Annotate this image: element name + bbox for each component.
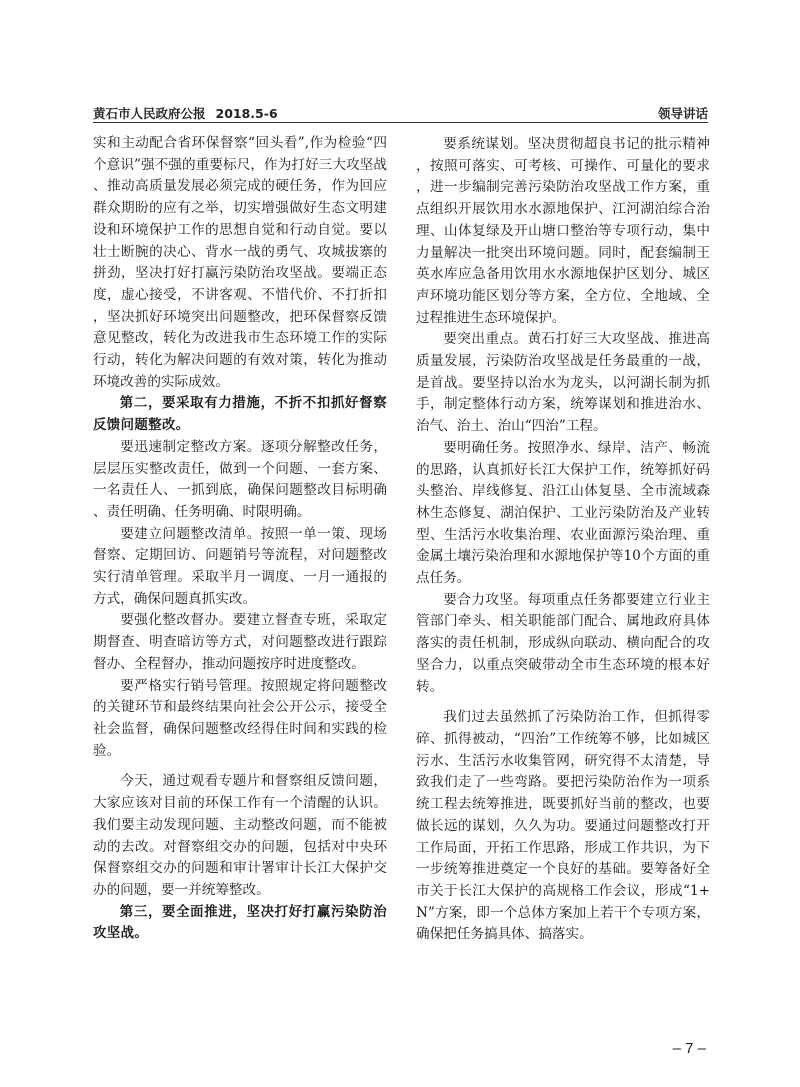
section-heading: 第二，要采取有力措施，不折不扣抓好督察反馈问题整改。 <box>93 396 387 434</box>
section-heading: 第三，要全面推进，坚决打好打赢污染防治攻坚战。 <box>93 904 387 942</box>
section-title: 领导讲话 <box>657 106 708 121</box>
paragraph: 实和主动配合省环保督察“回头看”,作为检验“四个意识”强不强的重要标尺，作为打好三大攻坚战、推动高质量发展必须完成的硬任务，作为回应群众期盼的应有之举，切实增强做好生态文明建设和环境保护工作的思想自觉和行动自觉。要以壮士断腕的决心、背水一战的勇气、攻城拔寨的拼劲，坚决打好打赢污染防治攻坚战。要端正态度，虚心接受，不讲客观、不惜代价、不打折扣，坚决抓好环境突出问题整改，把环保督察反馈意见整改，转化为改进我市生态环境工作的实际行动，转化为解决问题的有效对策，转化为推动环境改善的实际成效。 <box>93 135 387 390</box>
paragraph: 今天，通过观看专题片和督察组反馈问题，大家应该对目前的环保工作有一个清醒的认识。我们要主动发现问题、主动整改问题，而不能被动的去改。对督察组交办的问题，包括对中央环保督察组交办的问题和审计署审计长江大保护交办的问题，要一并统筹整改。 <box>93 773 387 898</box>
paragraph: 要明确任务。按照净水、绿岸、洁产、畅流的思路，认真抓好长江大保护工作，统筹抓好码头整治、岸线修复、沿江山体复垦、全市流域森林生态修复、湖泊保护、工业污染防治及产业转型、生活污水收集治理、农业面源污染治理、重金属土壤污染治理和水源地保护等10个方面的重点任务。 <box>416 439 710 587</box>
paragraph: 要建立问题整改清单。按照一单一策、现场督察、定期回访、问题销号等流程，对问题整改实行清单管理。采取半月一调度、一月一通报的方式，确保问题真抓实改。 <box>93 525 387 607</box>
paragraph: 要严格实行销号管理。按照规定将问题整改的关键环节和最终结果向社会公开公示，接受全社会监督，确保问题整改经得住时间和实践的检验。 <box>93 677 387 759</box>
paragraph: 要强化整改督办。要建立督查专班，采取定期督查、明查暗访等方式，对问题整改进行跟踪督办、全程督办，推动问题按序时进度整改。 <box>93 612 387 672</box>
paragraph: 要合力攻坚。每项重点任务都要建立行业主管部门牵头、相关职能部门配合、属地政府具体落实的责任机制，形成纵向联动、横向配合的攻坚合力，以重点突破带动全市生态环境的根本好转。 <box>416 591 710 695</box>
paragraph: 要系统谋划。坚决贯彻超良书记的批示精神，按照可落实、可考核、可操作、可量化的要求，进一步编制完善污染防治攻坚战工作方案，重点组织开展饮用水水源地保护、江河湖泊综合治理、山体复绿及开山塘口整治等专项行动，集中力量解决一批突出环境问题。同时，配套编制王英水库应急备用饮用水水源地保护区划分、城区声环境功能区划分等方案，全方位、全地域、全过程推进生态环境保护。 <box>416 136 710 326</box>
page-number: – 7 – <box>672 1040 706 1057</box>
header-left <box>93 104 278 122</box>
left-column <box>93 133 387 945</box>
running-header <box>93 104 708 122</box>
issue-number: 2018.5-6 <box>215 106 278 121</box>
paragraph: 我们过去虽然抓了污染防治工作，但抓得零碎、抓得被动，“四治”工作统筹不够，比如城区污水、生活污水收集管网，研究得不太清楚，导致我们走了一些弯路。要把污染防治作为一项系统工程去统筹推进，既要抓好当前的整改，也要做长远的谋划，久久为功。要通过问题整改打开工作局面，开拓工作思路，形成工作共识，为下一步统筹推进奠定一个良好的基础。要筹备好全市关于长江大保护的高规格工作会议，形成“1+N”方案，即一个总体方案加上若干个专项方案，确保把任务搞具体、搞落实。 <box>416 709 710 943</box>
publication-title: 黄石市人民政府公报 <box>93 106 206 121</box>
header-rule <box>93 122 708 123</box>
right-column <box>416 134 710 946</box>
paragraph: 要迅速制定整改方案。逐项分解整改任务，层层压实整改责任，做到一个问题、一套方案、一名责任人、一抓到底，确保问题整改目标明确、责任明确、任务明确、时限明确。 <box>93 438 387 520</box>
paragraph: 要突出重点。黄石打好三大攻坚战、推进高质量发展，污染防治攻坚战是任务最重的一战，是首战。要坚持以治水为龙头，以河湖长制为抓手，制定整体行动方案，统筹谋划和推进治水、治气、治土、治山“四治”工程。 <box>416 331 710 435</box>
